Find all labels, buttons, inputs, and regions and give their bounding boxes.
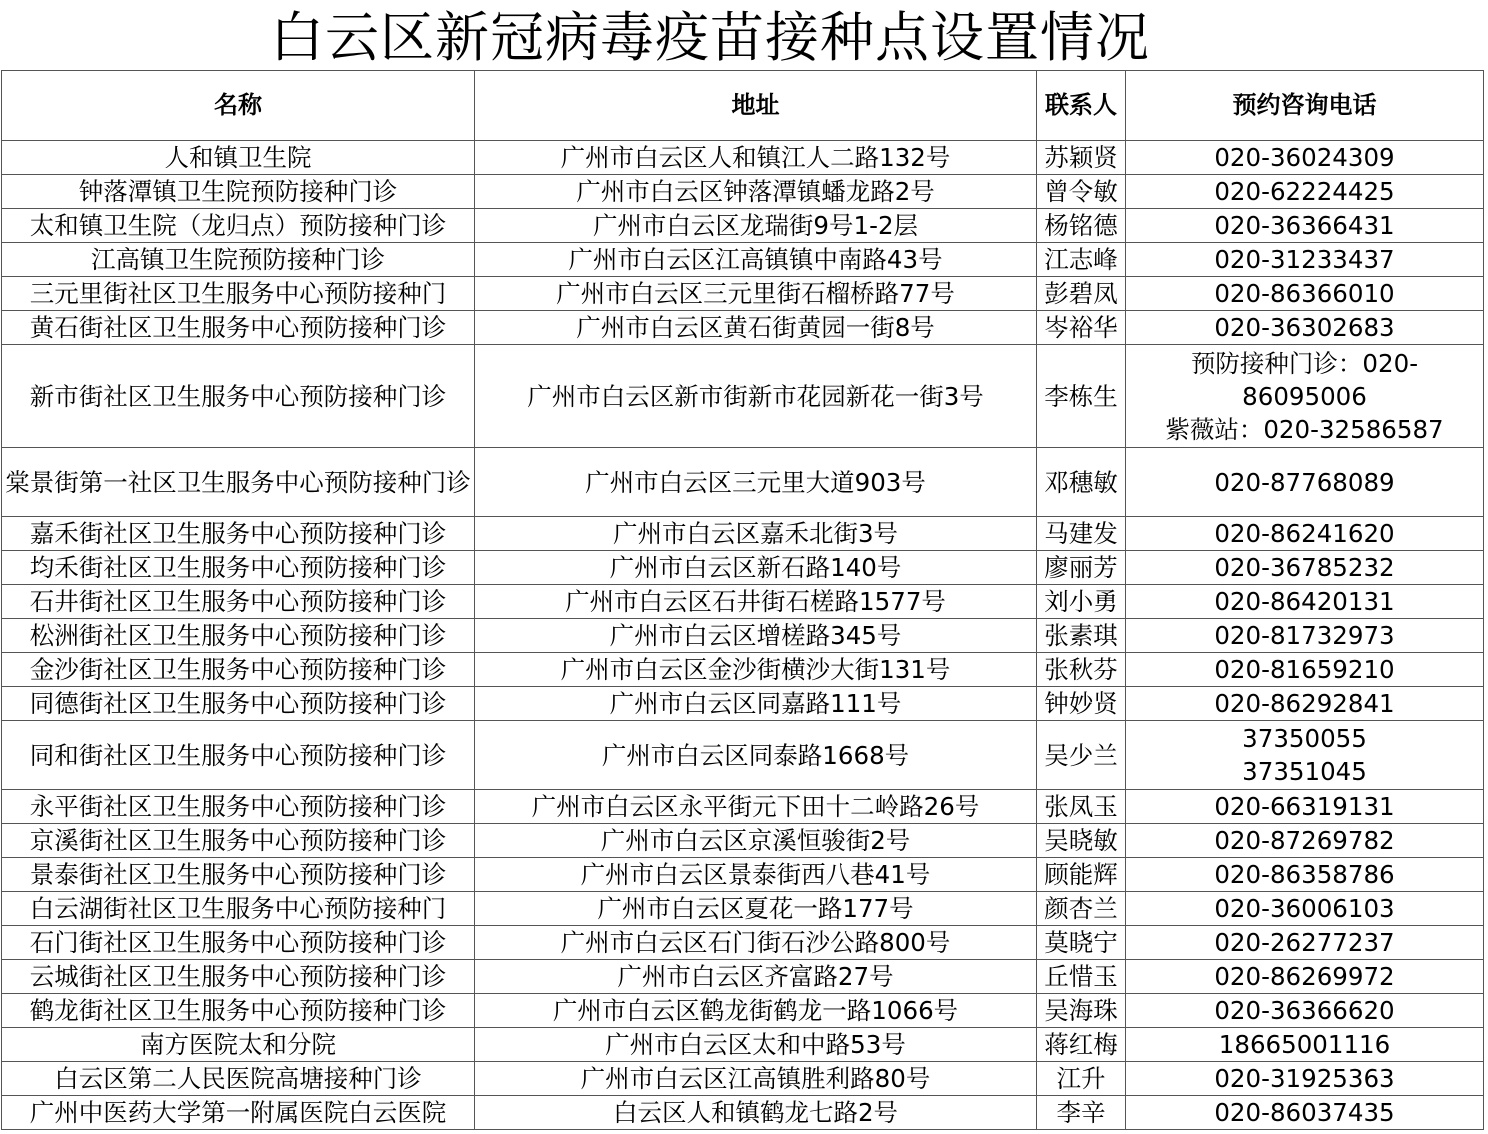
address-cell: 广州市白云区夏花一路177号: [475, 892, 1037, 926]
table-row: [2, 653, 1484, 687]
table-row: [2, 517, 1484, 551]
table-body: [2, 141, 1484, 1130]
site-name-cell: 太和镇卫生院（龙归点）预防接种门诊: [2, 209, 475, 243]
phone-cell: 020-36006103: [1126, 892, 1484, 926]
site-name-cell: 景泰街社区卫生服务中心预防接种门诊: [2, 858, 475, 892]
contact-cell: 丘惜玉: [1037, 960, 1126, 994]
contact-cell: 李辛: [1037, 1096, 1126, 1130]
address-cell: 广州市白云区龙瑞街9号1-2层: [475, 209, 1037, 243]
address-cell: 广州市白云区人和镇江人二路132号: [475, 141, 1037, 175]
address-cell: 广州市白云区金沙街横沙大街131号: [475, 653, 1037, 687]
site-name-cell: 永平街社区卫生服务中心预防接种门诊: [2, 790, 475, 824]
vaccination-sites-table: [1, 70, 1484, 1130]
phone-cell: 37350055 37351045: [1126, 721, 1484, 790]
contact-cell: 马建发: [1037, 517, 1126, 551]
site-name-cell: 钟落潭镇卫生院预防接种门诊: [2, 175, 475, 209]
site-name-cell: 均禾街社区卫生服务中心预防接种门诊: [2, 551, 475, 585]
site-name-cell: 鹤龙街社区卫生服务中心预防接种门诊: [2, 994, 475, 1028]
contact-cell: 刘小勇: [1037, 585, 1126, 619]
site-name-cell: 黄石街社区卫生服务中心预防接种门诊: [2, 311, 475, 345]
site-name-cell: 嘉禾街社区卫生服务中心预防接种门诊: [2, 517, 475, 551]
contact-cell: 岑裕华: [1037, 311, 1126, 345]
site-name-cell: 江高镇卫生院预防接种门诊: [2, 243, 475, 277]
phone-cell: 020-26277237: [1126, 926, 1484, 960]
contact-cell: 苏颖贤: [1037, 141, 1126, 175]
contact-cell: 江升: [1037, 1062, 1126, 1096]
contact-cell: 莫晓宁: [1037, 926, 1126, 960]
contact-cell: 吴晓敏: [1037, 824, 1126, 858]
table-row: [2, 175, 1484, 209]
site-name-cell: 南方医院太和分院: [2, 1028, 475, 1062]
phone-cell: 020-86420131: [1126, 585, 1484, 619]
address-cell: 广州市白云区石门街石沙公路800号: [475, 926, 1037, 960]
phone-cell: 预防接种门诊：020- 86095006 紫薇站：020-32586587: [1126, 345, 1484, 448]
phone-cell: 020-36366620: [1126, 994, 1484, 1028]
site-name-cell: 金沙街社区卫生服务中心预防接种门诊: [2, 653, 475, 687]
contact-cell: 吴少兰: [1037, 721, 1126, 790]
contact-cell: 杨铭德: [1037, 209, 1126, 243]
site-name-cell: 石井街社区卫生服务中心预防接种门诊: [2, 585, 475, 619]
table-row: [2, 551, 1484, 585]
contact-cell: 彭碧凤: [1037, 277, 1126, 311]
table-row: [2, 926, 1484, 960]
address-cell: 广州市白云区同嘉路111号: [475, 687, 1037, 721]
address-cell: 白云区人和镇鹤龙七路2号: [475, 1096, 1037, 1130]
site-name-cell: 广州中医药大学第一附属医院白云医院: [2, 1096, 475, 1130]
table-row: [2, 1062, 1484, 1096]
site-name-cell: 同和街社区卫生服务中心预防接种门诊: [2, 721, 475, 790]
table-row: [2, 790, 1484, 824]
phone-cell: 020-86366010: [1126, 277, 1484, 311]
contact-cell: 张凤玉: [1037, 790, 1126, 824]
phone-cell: 020-87768089: [1126, 448, 1484, 517]
address-cell: 广州市白云区石井街石槎路1577号: [475, 585, 1037, 619]
address-cell: 广州市白云区太和中路53号: [475, 1028, 1037, 1062]
phone-cell: 020-36785232: [1126, 551, 1484, 585]
phone-cell: 020-86292841: [1126, 687, 1484, 721]
page-title: 白云区新冠病毒疫苗接种点设置情况: [270, 6, 1150, 69]
table-row: [2, 994, 1484, 1028]
site-name-cell: 白云湖街社区卫生服务中心预防接种门: [2, 892, 475, 926]
phone-cell: 020-31925363: [1126, 1062, 1484, 1096]
header-row: [2, 71, 1484, 141]
site-name-cell: 三元里街社区卫生服务中心预防接种门: [2, 277, 475, 311]
contact-cell: 张素琪: [1037, 619, 1126, 653]
address-cell: 广州市白云区永平街元下田十二岭路26号: [475, 790, 1037, 824]
table-row: [2, 141, 1484, 175]
table-row: [2, 345, 1484, 448]
table-row: [2, 448, 1484, 517]
phone-cell: 020-81659210: [1126, 653, 1484, 687]
table-row: [2, 311, 1484, 345]
contact-cell: 顾能辉: [1037, 858, 1126, 892]
contact-cell: 颜杏兰: [1037, 892, 1126, 926]
site-name-cell: 松洲街社区卫生服务中心预防接种门诊: [2, 619, 475, 653]
contact-cell: 蒋红梅: [1037, 1028, 1126, 1062]
site-name-cell: 石门街社区卫生服务中心预防接种门诊: [2, 926, 475, 960]
site-name-cell: 同德街社区卫生服务中心预防接种门诊: [2, 687, 475, 721]
site-name-cell: 云城街社区卫生服务中心预防接种门诊: [2, 960, 475, 994]
address-cell: 广州市白云区黄石街黄园一街8号: [475, 311, 1037, 345]
header-contact: 联系人: [1037, 71, 1126, 141]
phone-cell: 020-86037435: [1126, 1096, 1484, 1130]
site-name-cell: 白云区第二人民医院高塘接种门诊: [2, 1062, 475, 1096]
address-cell: 广州市白云区京溪恒骏街2号: [475, 824, 1037, 858]
phone-cell: 020-81732973: [1126, 619, 1484, 653]
site-name-cell: 京溪街社区卫生服务中心预防接种门诊: [2, 824, 475, 858]
address-cell: 广州市白云区同泰路1668号: [475, 721, 1037, 790]
phone-cell: 020-36366431: [1126, 209, 1484, 243]
table-row: [2, 619, 1484, 653]
contact-cell: 邓穗敏: [1037, 448, 1126, 517]
table-row: [2, 209, 1484, 243]
contact-cell: 江志峰: [1037, 243, 1126, 277]
contact-cell: 曾令敏: [1037, 175, 1126, 209]
contact-cell: 吴海珠: [1037, 994, 1126, 1028]
site-name-cell: 新市街社区卫生服务中心预防接种门诊: [2, 345, 475, 448]
table-row: [2, 858, 1484, 892]
header-phone: 预约咨询电话: [1126, 71, 1484, 141]
contact-cell: 钟妙贤: [1037, 687, 1126, 721]
address-cell: 广州市白云区鹤龙街鹤龙一路1066号: [475, 994, 1037, 1028]
contact-cell: 廖丽芳: [1037, 551, 1126, 585]
table-row: [2, 277, 1484, 311]
address-cell: 广州市白云区嘉禾北街3号: [475, 517, 1037, 551]
address-cell: 广州市白云区景泰街西八巷41号: [475, 858, 1037, 892]
table-row: [2, 1028, 1484, 1062]
phone-cell: 020-36302683: [1126, 311, 1484, 345]
table-row: [2, 243, 1484, 277]
site-name-cell: 棠景街第一社区卫生服务中心预防接种门诊: [2, 448, 475, 517]
phone-cell: 020-86358786: [1126, 858, 1484, 892]
table-row: [2, 960, 1484, 994]
address-cell: 广州市白云区增槎路345号: [475, 619, 1037, 653]
contact-cell: 李栋生: [1037, 345, 1126, 448]
phone-cell: 020-36024309: [1126, 141, 1484, 175]
phone-cell: 020-86269972: [1126, 960, 1484, 994]
table-row: [2, 892, 1484, 926]
address-cell: 广州市白云区钟落潭镇蟠龙路2号: [475, 175, 1037, 209]
phone-cell: 020-87269782: [1126, 824, 1484, 858]
site-name-cell: 人和镇卫生院: [2, 141, 475, 175]
phone-cell: 020-66319131: [1126, 790, 1484, 824]
address-cell: 广州市白云区三元里街石榴桥路77号: [475, 277, 1037, 311]
address-cell: 广州市白云区齐富路27号: [475, 960, 1037, 994]
phone-cell: 020-62224425: [1126, 175, 1484, 209]
table-row: [2, 721, 1484, 790]
address-cell: 广州市白云区新石路140号: [475, 551, 1037, 585]
header-name: 名称: [2, 71, 475, 141]
address-cell: 广州市白云区江高镇胜利路80号: [475, 1062, 1037, 1096]
table-row: [2, 1096, 1484, 1130]
table-row: [2, 824, 1484, 858]
phone-cell: 18665001116: [1126, 1028, 1484, 1062]
contact-cell: 张秋芬: [1037, 653, 1126, 687]
address-cell: 广州市白云区三元里大道903号: [475, 448, 1037, 517]
table-row: [2, 687, 1484, 721]
address-cell: 广州市白云区新市街新市花园新花一街3号: [475, 345, 1037, 448]
phone-cell: 020-86241620: [1126, 517, 1484, 551]
header-address: 地址: [475, 71, 1037, 141]
address-cell: 广州市白云区江高镇镇中南路43号: [475, 243, 1037, 277]
phone-cell: 020-31233437: [1126, 243, 1484, 277]
table-row: [2, 585, 1484, 619]
